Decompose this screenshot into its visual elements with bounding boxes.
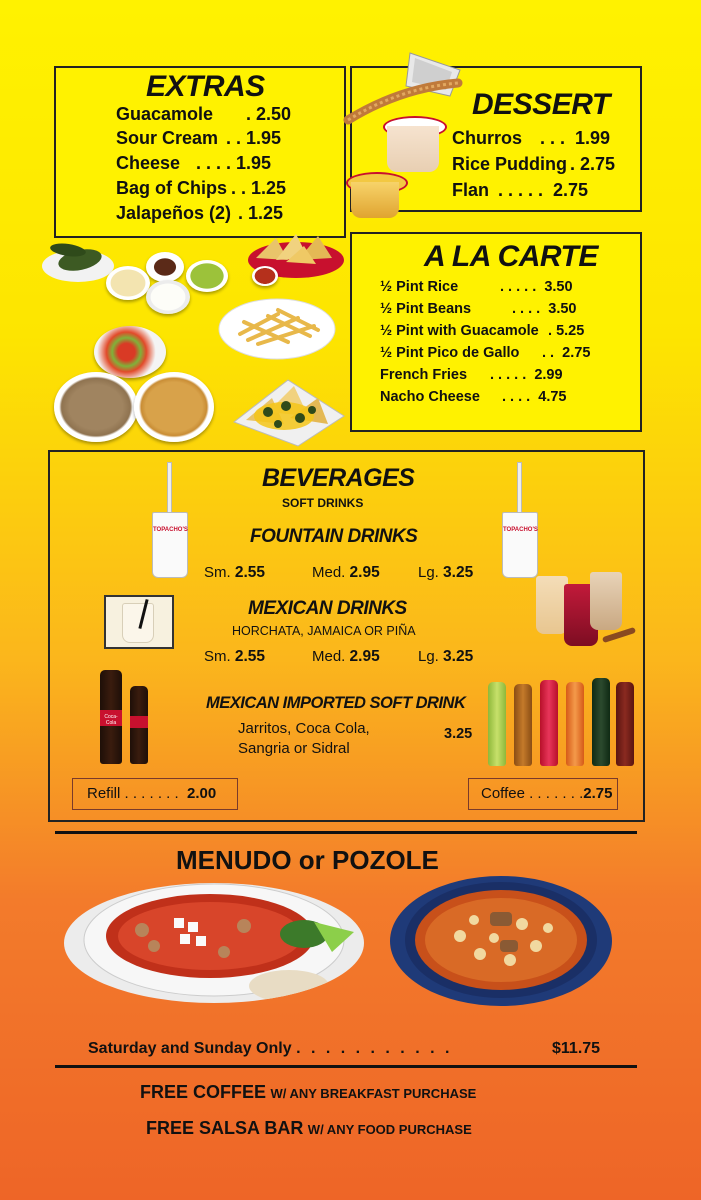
a-la-carte-item: ½ Pint with Guacamole <box>380 323 539 339</box>
a-la-carte-panel <box>350 232 642 432</box>
a-la-carte-item-price: . . . . 3.50 <box>512 301 577 317</box>
mexican-small-price: Sm. 2.55 <box>204 648 266 665</box>
dessert-item-price: . 2.75 <box>570 154 616 174</box>
a-la-carte-item-price: . . . . . 3.50 <box>500 279 573 295</box>
fountain-cup-left <box>150 462 190 580</box>
a-la-carte-title: A LA CARTE <box>424 240 598 273</box>
dessert-item-price: . . . 1.99 <box>540 128 611 148</box>
dessert-item-price: . . . . . 2.75 <box>498 180 589 200</box>
promos-divider <box>55 1065 637 1068</box>
extras-item-price: . . 1.95 <box>226 128 282 148</box>
extras-item: Bag of Chips <box>116 178 227 198</box>
a-la-carte-item: French Fries <box>380 367 468 383</box>
free-salsa-bar-promo: FREE SALSA BAR W/ ANY FOOD PURCHASE <box>146 1118 472 1138</box>
horchata-image <box>104 595 174 649</box>
extras-item: Guacamole <box>116 104 214 124</box>
a-la-carte-item-price: . . . . . 2.99 <box>490 367 563 383</box>
extras-item-price: . . 1.25 <box>231 178 287 198</box>
pico-de-gallo-bowl <box>94 326 166 378</box>
extras-item: Jalapeños (2) <box>116 203 232 223</box>
extras-item: Sour Cream <box>116 128 219 148</box>
dessert-item: Flan <box>452 180 490 200</box>
menudo-title: MENUDO or POZOLE <box>176 845 439 875</box>
menudo-bowl-image <box>64 882 364 1004</box>
a-la-carte-item: ½ Pint Pico de Gallo <box>380 345 520 361</box>
a-la-carte-item-price: . . 2.75 <box>542 345 591 361</box>
mexican-drinks-title: MEXICAN DRINKS <box>248 598 407 619</box>
beverages-title: BEVERAGES <box>262 464 415 492</box>
pozole-bowl-image <box>390 876 612 1006</box>
extras-item-price: . . . . 1.95 <box>196 153 272 173</box>
mexican-large-price: Lg. 3.25 <box>418 648 474 665</box>
fountain-drinks-title: FOUNTAIN DRINKS <box>250 526 418 547</box>
flan-cup <box>346 172 404 222</box>
cheese-cup <box>106 266 150 300</box>
beans-bowl <box>54 372 138 442</box>
extras-panel <box>54 66 346 238</box>
menudo-top-divider <box>55 831 637 834</box>
imported-drinks-line1: Jarritos, Coca Cola, <box>238 720 370 737</box>
beverages-subtitle: SOFT DRINKS <box>282 496 364 510</box>
a-la-carte-item-price: . 5.25 <box>548 323 585 339</box>
mexican-medium-price: Med. 2.95 <box>312 648 380 665</box>
extras-item-price: . 2.50 <box>246 104 292 124</box>
nachos-image <box>228 372 346 450</box>
rice-pudding-cup <box>383 116 443 176</box>
menudo-price: $11.75 <box>552 1040 601 1057</box>
mexican-drinks-subtitle: HORCHATA, JAMAICA OR PIÑA <box>232 624 416 638</box>
dessert-title: DESSERT <box>472 88 610 121</box>
dessert-item: Churros <box>452 128 523 148</box>
sour-cream-cup <box>146 280 190 314</box>
cup-brand-label: TOPACHO'S <box>153 527 188 533</box>
fountain-large-price: Lg. 3.25 <box>418 564 474 581</box>
fountain-cup-right <box>500 462 540 580</box>
salsa-cup <box>252 266 278 286</box>
french-fries-image <box>218 296 336 362</box>
a-la-carte-item: ½ Pint Rice <box>380 279 459 295</box>
coffee-box: Coffee . . . . . . .2.75 <box>468 778 618 810</box>
aguas-frescas-image <box>530 568 640 658</box>
extras-item: Cheese <box>116 153 181 173</box>
rice-bowl <box>134 372 214 442</box>
extras-title: EXTRAS <box>146 70 265 103</box>
a-la-carte-item-price: . . . . 4.75 <box>502 389 567 405</box>
imported-drinks-line2: Sangria or Sidral <box>238 740 350 757</box>
guacamole-cup <box>186 260 228 292</box>
jarritos-bottles-image <box>486 678 636 768</box>
dessert-item: Rice Pudding <box>452 154 568 174</box>
a-la-carte-item: ½ Pint Beans <box>380 301 472 317</box>
imported-drinks-price: 3.25 <box>444 726 473 742</box>
a-la-carte-item: Nacho Cheese <box>380 389 480 405</box>
refill-box: Refill . . . . . . . 2.00 <box>72 778 238 810</box>
menudo-price-line: Saturday and Sunday Only . . . . . . . . . . . <box>88 1040 453 1057</box>
imported-soft-drink-title: MEXICAN IMPORTED SOFT DRINK <box>206 694 466 712</box>
onion-cup <box>146 252 184 282</box>
fountain-small-price: Sm. 2.55 <box>204 564 266 581</box>
coca-cola-bottles-image <box>96 670 156 766</box>
fountain-medium-price: Med. 2.95 <box>312 564 380 581</box>
bottle-brand-label: Coca-Cola <box>104 714 118 726</box>
extras-item-price: . 1.25 <box>238 203 284 223</box>
cup-brand-label: TOPACHO'S <box>503 527 538 533</box>
free-coffee-promo: FREE COFFEE W/ ANY BREAKFAST PURCHASE <box>140 1082 477 1102</box>
